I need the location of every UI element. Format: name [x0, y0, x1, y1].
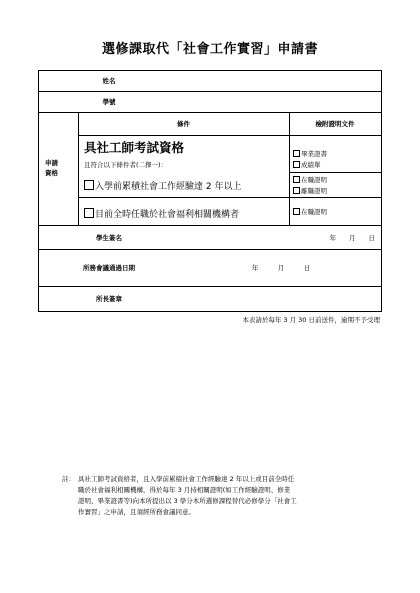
option-current-employment-label: 目前全時任職於社會福利相關機構者: [95, 210, 240, 220]
application-form-table: [38, 70, 382, 312]
row-divider: [39, 225, 381, 226]
row-divider: [39, 112, 381, 113]
footnote: [62, 474, 378, 518]
name-label: 姓名: [102, 77, 116, 85]
doc-employment-2-label: 在職證明: [301, 208, 327, 216]
row-divider: [39, 249, 381, 250]
deadline-note: 本表請於每年 3 月 30 日前送件，逾期不予受理: [242, 316, 380, 324]
doc-diploma-checkbox[interactable]: [293, 150, 300, 157]
doc-diploma-label: 畢業證書: [301, 150, 327, 158]
footnote-line: 作實習」之申請，且須經所務會議同意。: [78, 508, 195, 516]
footnote-line: 具社工師考試資格者，且入學前累積社會工作經驗達 2 年以上或目前全時任: [78, 475, 295, 483]
student-id-label: 學號: [102, 98, 116, 106]
doc-resignation: [293, 187, 327, 195]
apply-label-line1: 申請: [45, 159, 58, 167]
conditions-header: 條件: [177, 120, 190, 128]
doc-resignation-label: 離職證明: [301, 187, 327, 195]
page-title: 選修課取代「社會工作實習」申請書: [101, 42, 318, 57]
footnote-line: 證明、畢業證書等)向本所提出以 3 學分本所選修課程替代必修學分「社會工: [78, 497, 297, 505]
doc-employment-1: [293, 176, 327, 184]
footnote-line: 職於社會福利相關機構，得於每年 3 月持相關證明(如工作經驗證明、修業: [78, 486, 291, 494]
row-divider: [39, 286, 381, 287]
student-signature-label: 學生簽名: [96, 234, 122, 242]
apply-label-line2: 資格: [45, 169, 58, 177]
option-work-experience-label: 入學前累積社會工作經驗達 2 年以上: [95, 182, 242, 192]
footnote-label: 註：: [62, 475, 75, 483]
option-work-experience: [84, 180, 241, 193]
doc-resignation-checkbox[interactable]: [293, 187, 300, 194]
col-divider: [78, 112, 79, 225]
doc-transcript: [293, 161, 321, 169]
doc-employment-2-checkbox[interactable]: [293, 208, 300, 215]
student-signature-date: 年 月 日: [329, 234, 375, 242]
option-current-employment: [84, 208, 239, 221]
row-divider: [78, 135, 381, 136]
meeting-date-value: 年 月 日: [251, 264, 311, 272]
doc-diploma: [293, 150, 327, 158]
col-divider: [289, 112, 290, 225]
meeting-date-label: 所務會議通過日期: [83, 264, 135, 272]
doc-employment-1-checkbox[interactable]: [293, 176, 300, 183]
doc-employment-1-label: 在職證明: [301, 176, 327, 184]
qualification-title: 具社工師考試資格: [84, 140, 185, 155]
row-divider: [78, 197, 381, 198]
row-divider: [39, 91, 381, 92]
qualification-subtitle: 且符合以下條件者(二擇一)：: [84, 161, 168, 169]
option-current-employment-checkbox[interactable]: [84, 208, 94, 218]
doc-transcript-checkbox[interactable]: [293, 161, 300, 168]
row-divider: [289, 172, 381, 173]
doc-employment-2: [293, 208, 327, 216]
doc-transcript-label: 成績單: [301, 161, 321, 169]
option-work-experience-checkbox[interactable]: [84, 180, 94, 190]
attachments-header: 檢附證明文件: [315, 120, 355, 128]
director-signature-label: 所長簽章: [96, 295, 122, 303]
